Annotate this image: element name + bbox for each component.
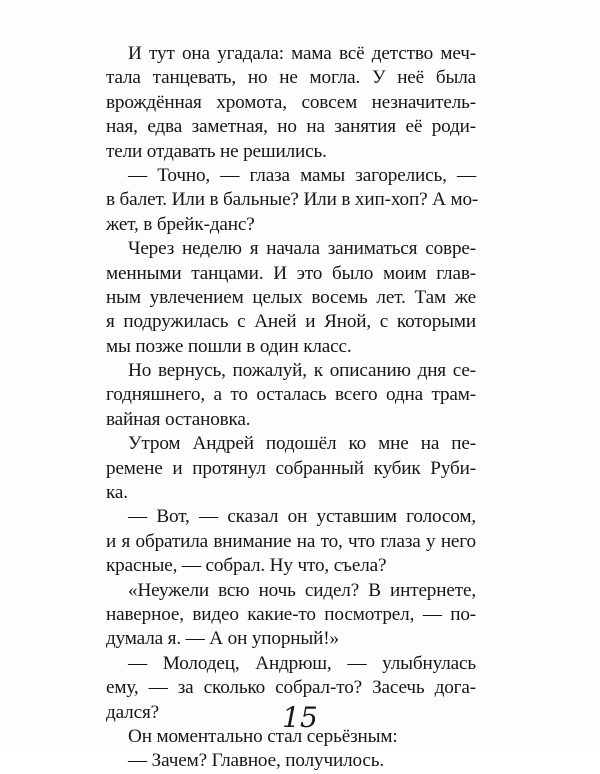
paragraph [106,749,476,773]
text-line: мы позже пошли в один класс. [106,335,352,357]
text-line: — Точно, — глаза мамы загорелись, — [128,164,476,186]
page-number: 15 [282,701,318,734]
text-line: дался? [106,701,159,723]
paragraph [106,164,479,237]
text-line: — Зачем? Главное, получилось. [128,750,385,772]
text-line: жет, в брейк-данс? [106,213,255,235]
text-line: врождённая хромота, совсем незначитель- [106,91,476,113]
text-line: — Молодец, Андрюш, — улыбнулась [128,652,476,674]
text-line: Утром Андрей подошёл ко мне на пе- [128,433,476,455]
text-line: тала танцевать, но не могла. У неё была [106,67,476,89]
body-text [106,42,479,774]
paragraph [106,359,476,432]
text-line: ремене и протянул собранный кубик Руби- [106,457,476,479]
text-line: ка. [106,482,128,504]
paragraph [106,432,476,505]
text-line: — Вот, — сказал он уставшим голосом, [128,506,476,528]
text-line: годняшнего, а то осталась всего одна трам- [106,384,476,406]
text-line: ему, — за сколько собрал-то? Засечь дога- [106,677,476,699]
text-line: Он моментально стал серьёзным: [128,725,398,747]
text-line: и я обратила внимание на то, что глаза у него [106,530,476,552]
text-line: думала я. — А он упорный!» [106,628,339,650]
text-line: ным увлечением целых восемь лет. Там же [106,286,476,308]
paragraph [106,505,476,578]
text-line: в балет. Или в бальные? Или в хип-хоп? А мо- [106,189,479,211]
text-line: Через неделю я начала заниматься совре- [128,238,476,260]
text-line: тели отдавать не решились. [106,140,327,162]
text-line: я подружилась с Аней и Яной, с которыми [106,311,476,333]
text-line: вайная остановка. [106,408,251,430]
paragraph [106,237,476,359]
text-line: «Неужели всю ночь сидел? В интернете, [128,579,476,601]
text-line: наверное, видео какие-то посмотрел, — по- [106,603,476,625]
text-line: ная, едва заметная, но на занятия её роди- [106,116,476,138]
paragraph [106,42,476,164]
paragraph [106,579,476,652]
text-line: менными танцами. И это было моим глав- [106,262,476,284]
text-line: красные, — собрал. Ну что, съела? [106,555,387,577]
text-line: И тут она угадала: мама всё детство меч- [128,43,476,64]
text-line: Но вернусь, пожалуй, к описанию дня се- [128,360,476,382]
